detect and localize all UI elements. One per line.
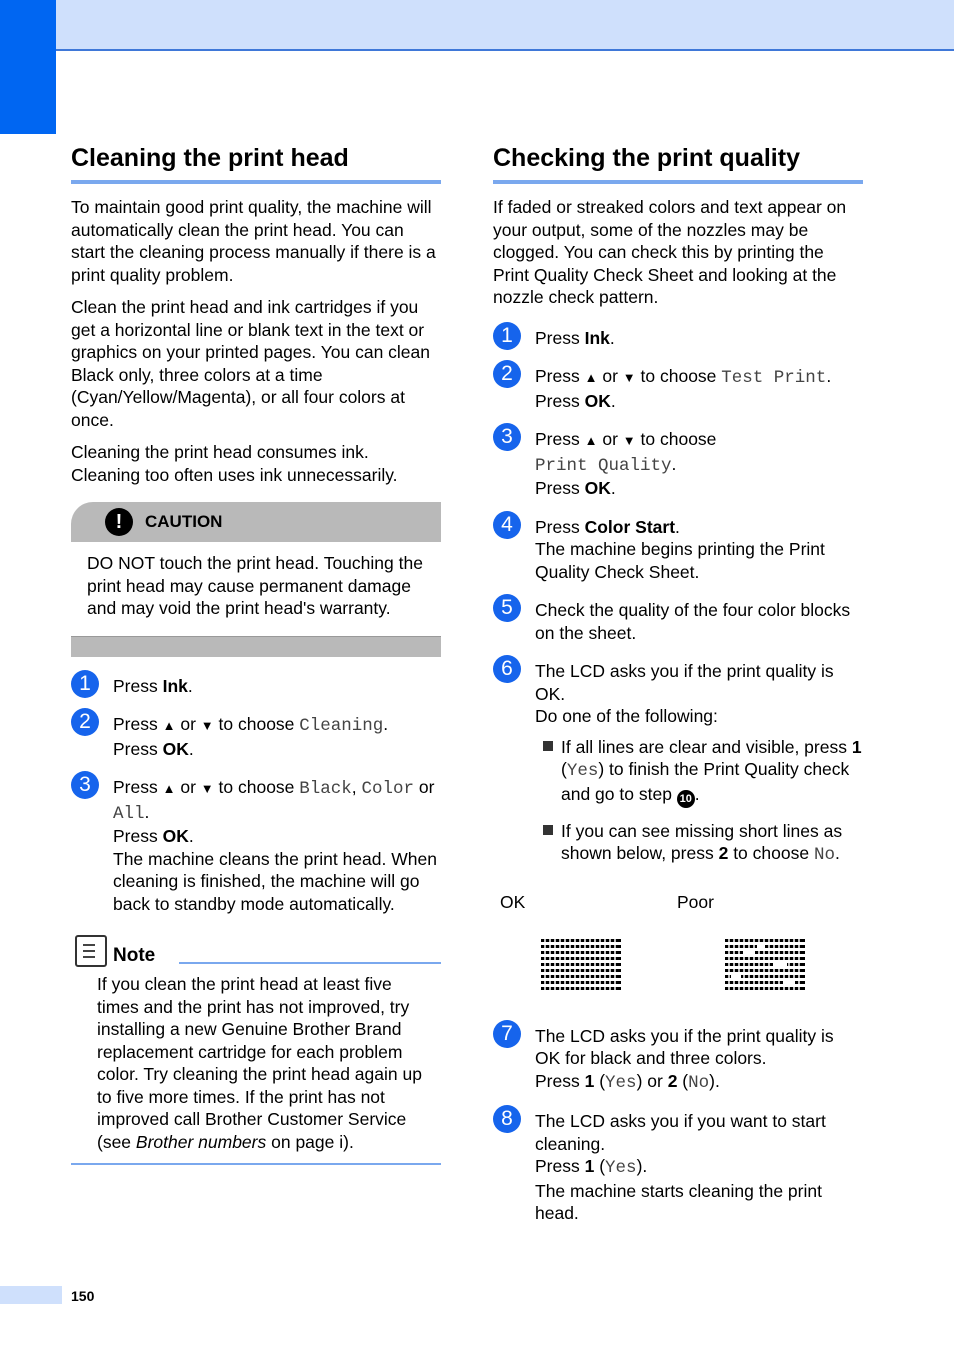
caution-box: [71, 502, 441, 657]
pattern-labels: [493, 891, 863, 921]
step-number: 4: [493, 511, 521, 539]
step-3: 3 Press ▲ or ▼ to choose Black, Color or All. Press OK. The machine cleans the print head. When cleaning is finished, the machine will go back to standby mode automatically.: [71, 776, 441, 915]
nozzle-patterns: [493, 931, 863, 1011]
step-number: 7: [493, 1020, 521, 1048]
key-ink: Ink: [584, 327, 610, 348]
bullet-square-icon: [543, 825, 553, 835]
key-ok: OK: [162, 738, 189, 759]
step-detail: The machine cleans the print head. When cleaning is finished, the machine will go back to standby mode automatically.: [113, 848, 437, 914]
step-number: 6: [493, 655, 521, 683]
footer-band: [0, 1286, 62, 1304]
step-detail: The machine begins printing the Print Quality Check Sheet.: [535, 539, 825, 582]
pattern-ok-image: [539, 931, 623, 997]
down-arrow-icon: ▼: [200, 781, 214, 796]
bullet-item: If you can see missing short lines as shown below, press 2 to choose No.: [535, 820, 863, 867]
caution-icon: !: [105, 508, 133, 536]
lcd-option: Print Quality: [535, 455, 672, 476]
section-title-checking: Checking the print quality: [493, 138, 863, 184]
caution-footer-bar: [71, 636, 441, 657]
down-arrow-icon: ▼: [622, 433, 636, 448]
lcd-option: Cleaning: [299, 716, 384, 736]
lcd-option: No: [688, 1072, 710, 1093]
key-ok: OK: [162, 826, 189, 846]
bullet-square-icon: [543, 741, 553, 751]
paragraph: If faded or streaked colors and text appear on your output, some of the nozzles may be clogged. You can check this by printing the Print Quality Check Sheet and looking at the nozzle check pattern.: [493, 197, 847, 307]
step-8: 8 The LCD asks you if you want to start cleaning. Press 1 (Yes). The machine starts cleaning the print head.: [493, 1110, 863, 1225]
caution-label: CAUTION: [145, 511, 223, 531]
note-text: If you clean the print head at least five times and the print has not improved, try installing a new Genuine Brother Brand replacement cartridge for each problem color. Try cleaning the print head again up to five more times. If the print has not improved call Brother Customer Service (see Brother numbers on page i).: [71, 967, 441, 1165]
key-color-start: Color Start: [584, 516, 676, 537]
section-title-cleaning: Cleaning the print head: [71, 138, 441, 184]
lcd-option: Yes: [605, 1072, 637, 1093]
step-5: 5 Check the quality of the four color blocks on the sheet.: [493, 599, 863, 644]
note-label: Note: [113, 945, 156, 966]
bullet-item: If all lines are clear and visible, press 1 (Yes) to finish the Print Quality check and go to step 10 .: [535, 736, 863, 808]
paragraph: Cleaning the print head consumes ink. Cleaning too often uses ink unnecessarily.: [71, 442, 398, 485]
chapter-tab: [0, 0, 56, 134]
up-arrow-icon: ▲: [584, 433, 598, 448]
step-number: 3: [71, 771, 99, 799]
step-6: 6 The LCD asks you if the print quality is OK. Do one of the following: If all lines are clear and visible, press 1 (Yes) to finish the Print Quality check and go to step 10 . If you can see missing short lines as shown below, press 2 to choose No.: [493, 660, 863, 867]
step-3: 3 Press ▲ or ▼ to choose Print Quality. Press OK.: [493, 428, 863, 500]
pattern-ok-label: OK: [500, 891, 526, 912]
step-number: 5: [493, 594, 521, 622]
step-detail: The machine starts cleaning the print head.: [535, 1180, 822, 1223]
step-number: 2: [71, 708, 99, 736]
paragraph: Clean the print head and ink cartridges if you get a horizontal line or blank text in the text or graphics on your printed pages. You can clean Black only, three colors at a time (Cyan/Yellow/Magenta), or all four colors at once.: [71, 297, 431, 430]
step-reference-badge: 10: [677, 790, 695, 808]
lcd-option: All: [113, 803, 145, 824]
step-2: 2 Press ▲ or ▼ to choose Test Print. Press OK.: [493, 365, 863, 412]
lcd-option: Yes: [605, 1158, 637, 1178]
key-ink: Ink: [162, 675, 188, 696]
down-arrow-icon: ▼: [200, 718, 214, 733]
lcd-option: No: [813, 845, 835, 865]
up-arrow-icon: ▲: [162, 781, 176, 796]
lcd-option: Color: [361, 779, 415, 799]
caution-text: DO NOT touch the print head. Touching the print head may cause permanent damage and may void the print head's warranty.: [87, 553, 423, 618]
step-number: 1: [493, 322, 521, 350]
step-4: 4 Press Color Start. The machine begins printing the Print Quality Check Sheet.: [493, 516, 863, 584]
note-rule: [179, 962, 441, 964]
caution-header: [71, 502, 441, 542]
lcd-option: Yes: [566, 761, 599, 781]
up-arrow-icon: ▲: [584, 370, 598, 385]
header-band: [0, 0, 954, 51]
paragraph: To maintain good print quality, the machine will automatically clean the print head. You can start the cleaning process manually if there is a print quality problem.: [71, 197, 436, 285]
step-7: 7 The LCD asks you if the print quality is OK for black and three colors. Press 1 (Yes) or 2 (No).: [493, 1025, 863, 1095]
step-1: 1 Press Ink.: [71, 675, 441, 698]
step-2: 2 Press ▲ or ▼ to choose Cleaning. Press OK.: [71, 713, 441, 760]
pattern-poor-image: [723, 931, 807, 997]
page-number: 150: [71, 1288, 95, 1304]
note-icon: [75, 935, 107, 967]
pattern-poor-label: Poor: [677, 891, 714, 912]
step-number: 8: [493, 1105, 521, 1133]
note-box: [71, 937, 441, 1165]
step-number: 1: [71, 670, 99, 698]
down-arrow-icon: ▼: [622, 370, 636, 385]
left-column: [71, 138, 441, 1165]
right-column: [493, 138, 863, 1241]
lcd-option: Black: [299, 779, 352, 799]
step-number: 2: [493, 360, 521, 388]
lcd-option: Test Print: [721, 368, 827, 388]
up-arrow-icon: ▲: [162, 718, 176, 733]
key-ok: OK: [584, 478, 611, 498]
step-number: 3: [493, 423, 521, 451]
key-ok: OK: [584, 390, 611, 411]
link-brother-numbers: Brother numbers: [135, 1131, 267, 1152]
step-detail: Do one of the following:: [535, 706, 718, 726]
step-1: 1 Press Ink.: [493, 327, 863, 350]
